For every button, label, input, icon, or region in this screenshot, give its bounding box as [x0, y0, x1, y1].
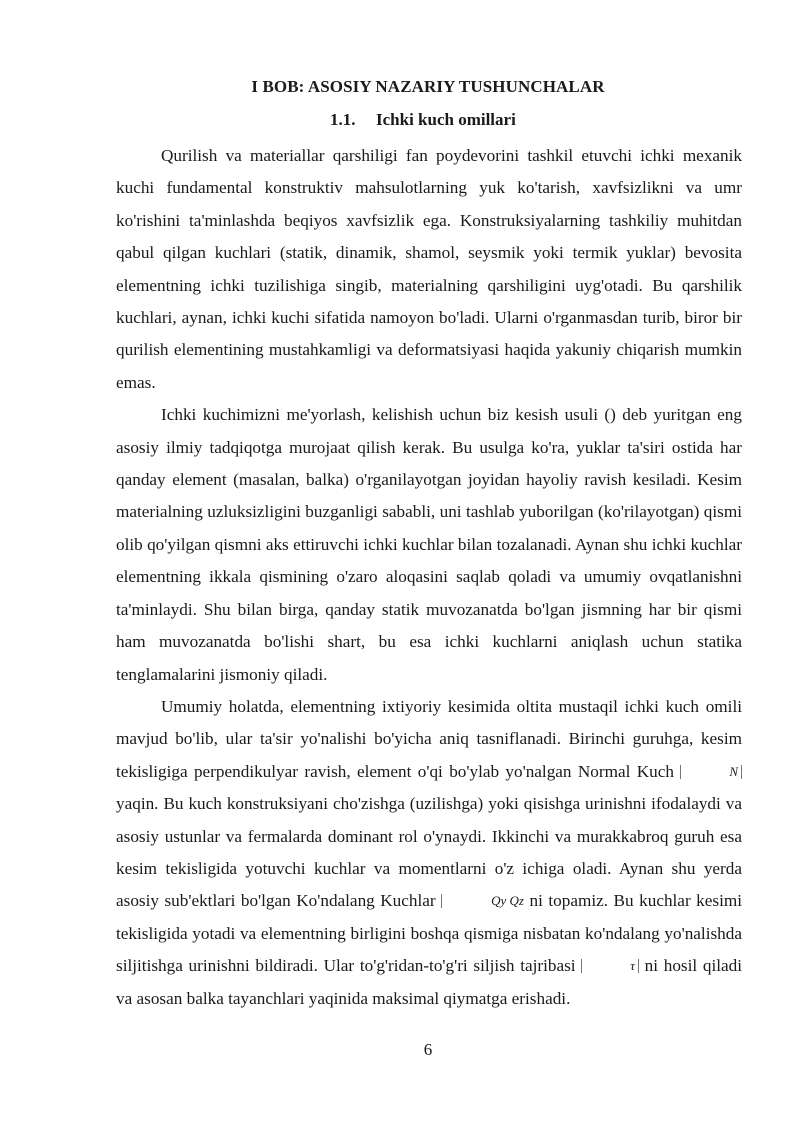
- paragraph-3-part-d: ni hosil qiladi va asosan balka tayanchlari yaqinida maksimal qiymatga erishadi.: [116, 956, 743, 1008]
- paragraph-3-part-a: Umumiy holatda, elementning ixtiyoriy kesimida oltita mustaqil ichki kuch omili mavjud bo'lib, ular ta'sir yo'nalishi bo'yicha aniq tasniflanadi. Birinchi guruhga, kesim tekisligiga perpendikulyar ravish, element o'qi bo'ylab yo'nalgan Normal Kuch: [116, 696, 742, 781]
- section-number: 1.1.: [330, 110, 356, 129]
- shear-force-symbol: Qy Qz: [441, 894, 524, 908]
- page-number: 6: [423, 1040, 433, 1059]
- shear-stress-symbol: τ: [581, 959, 639, 973]
- normal-force-symbol: N: [680, 765, 742, 779]
- chapter-title: I BOB: ASOSIY NAZARIY TUSHUNCHALAR: [251, 77, 605, 96]
- paragraph-3: [116, 691, 742, 1015]
- paragraph-1: Qurilish va materiallar qarshiligi fan poydevorini tashkil etuvchi ichki mexanik kuchi fundamental konstruktiv mahsulotlarning yuk ko'tarish, xavfsizlikni va umr ko'rishini ta'minlashda beqiyos xavfsizlik ega. Konstruksiyalarning tashkiliy muhitdan qabul qilgan kuchlari (statik, dinamik, shamol, seysmik yoki termik yuklar) bevosita elementning ichki tuzilishiga singib, materialning qarshiligini uyg'otadi. Bu qarshilik kuchlari, aynan, ichki kuchi sifatida namoyon bo'ladi. Ularni o'rganmasdan turib, biror bir qurilish elementining mustahkamligi va deformatsiyasi haqida yakuniy chiqarish mumkin emas.: [116, 146, 742, 392]
- paragraph-3-part-c: ni topamiz. Bu kuchlar kesimi tekisligida yotadi va elementning birligini boshqa qismiga nisbatan ko'ndalang yo'nalishda siljitishga urinishni bildiradi. Ular to'g'ridan-to'g'ri siljish tajribasi: [116, 891, 743, 976]
- body-text: [116, 140, 742, 1015]
- section-heading: [330, 110, 516, 130]
- section-title: Ichki kuch omillari: [376, 110, 516, 129]
- paragraph-3-part-b: yaqin. Bu kuch konstruksiyani cho'zishga (uzilishga) yoki qisishga urinishni ifodalaydi va asosiy ustunlar va fermalarda dominant rol o'ynaydi. Ikkinchi va murakkabroq guruh esa kesim tekisligida yotuvchi kuchlar va momentlarni o'z ichiga oladi. Aynan shu yerda asosiy sub'ektlari bo'lgan Ko'ndalang Kuchlar: [116, 794, 742, 911]
- paragraph-2: Ichki kuchimizni me'yorlash, kelishish uchun biz kesish usuli () deb yuritgan eng asosiy ilmiy tadqiqotga murojaat qilish kerak. Bu usulga ko'ra, yuklar ta'siri ostida har qanday element (masalan, balka) o'rganilayotgan joyidan hayoliy ravish kesiladi. Kesim materialning uzluksizligini buzganligi sababli, uni tashlab yuborilgan (ko'rilayotgan) qismi olib qo'yilgan qismni aks ettiruvchi ichki kuchlar bilan tozalanadi. Aynan shu ichki kuchlar elementning ikkala qismining o'zaro aloqasini saqlab qoladi va umumiy ovqatlanishni ta'minlaydi. Shu bilan birga, qanday statik muvozanatda bo'lgan jismning har bir qismi ham muvozanatda bo'lishi shart, bu esa ichki kuchlarni aniqlash uchun statika tenglamalarini jismoniy qiladi.: [116, 405, 742, 684]
